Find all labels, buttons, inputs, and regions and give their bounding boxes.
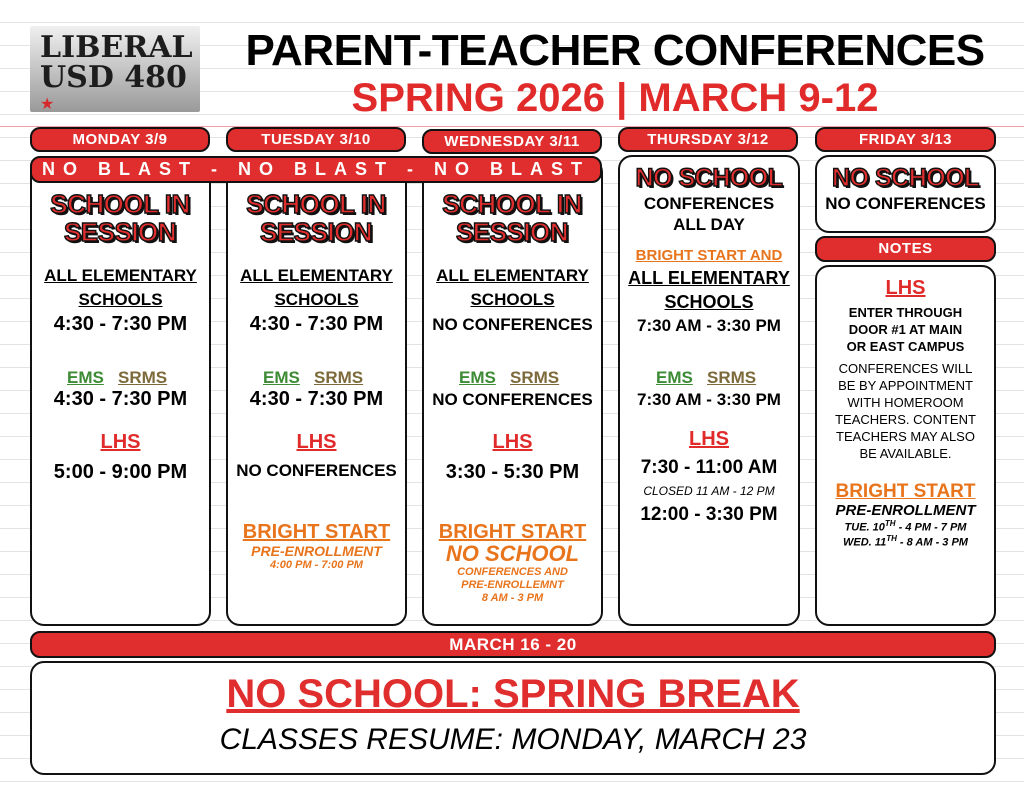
notes-enter-line2: DOOR #1 AT MAIN — [848, 322, 963, 337]
logo-line-2: USD 480 — [40, 60, 187, 95]
wednesday-elem-time: NO CONFERENCES — [432, 315, 593, 334]
thursday-srms: SRMS — [707, 368, 757, 387]
notes-lhs: LHS — [885, 277, 926, 299]
monday-lhs: LHS — [100, 431, 141, 453]
wednesday-status: SCHOOL IN SESSION — [442, 189, 582, 247]
tuesday-lhs-time: NO CONFERENCES — [236, 461, 397, 480]
notes-appt-line5: TEACHERS MAY ALSO — [836, 429, 975, 444]
tuesday-mid-time: 4:30 - 7:30 PM — [249, 388, 384, 410]
monday-status: SCHOOL IN SESSION — [50, 189, 190, 247]
notes-appt-line4: TEACHERS. CONTENT — [835, 412, 976, 427]
monday-elem-line1: ALL ELEMENTARY — [44, 266, 197, 285]
monday-mid-time: 4:30 - 7:30 PM — [53, 388, 188, 410]
thursday-elem-line1: ALL ELEMENTARY — [628, 268, 790, 288]
logo-line-1: LIBERAL — [40, 30, 193, 65]
day-header-tuesday: TUESDAY 3/10 — [226, 127, 406, 152]
tuesday-elem-time: 4:30 - 7:30 PM — [249, 313, 384, 335]
no-blast-banner: NO BLAST - NO BLAST - NO BLAST — [30, 156, 602, 183]
thursday-ems: EMS — [656, 368, 693, 387]
wednesday-elem-line2: SCHOOLS — [470, 290, 555, 309]
tuesday-pre-enrollment: PRE-ENROLLMENT — [251, 543, 382, 559]
wednesday-mid-time: NO CONFERENCES — [432, 390, 593, 409]
notes-appt-line1: CONFERENCES WILL — [838, 361, 973, 376]
wednesday-bright-start: BRIGHT START — [438, 521, 587, 543]
thursday-closed: CLOSED 11 AM - 12 PM — [643, 484, 775, 498]
tuesday-srms: SRMS — [314, 368, 364, 387]
thursday-status: NO SCHOOL — [635, 164, 783, 192]
friday-conf: NO CONFERENCES — [825, 194, 986, 213]
notes-bright-start: BRIGHT START — [835, 481, 976, 502]
tuesday-elem-line2: SCHOOLS — [274, 290, 359, 309]
tuesday-pre-time: 4:00 PM - 7:00 PM — [270, 559, 363, 571]
thursday-elem-line2: SCHOOLS — [664, 292, 754, 312]
wednesday-note-time: 8 AM - 3 PM — [481, 592, 544, 604]
monday-lhs-time: 5:00 - 9:00 PM — [53, 461, 188, 483]
wednesday-no-school: NO SCHOOL — [445, 541, 580, 566]
spring-break-header: MARCH 16 - 20 — [30, 631, 996, 658]
thursday-lhs: LHS — [689, 428, 729, 450]
notes-tuesday-time: TUE. 10TH - 4 PM - 7 PM — [844, 519, 967, 534]
notes-appt-line2: BE BY APPOINTMENT — [838, 378, 973, 393]
wednesday-elem-line1: ALL ELEMENTARY — [436, 266, 589, 285]
thursday-bright-start: BRIGHT START AND — [635, 247, 783, 264]
notes-wednesday-time: WED. 11TH - 8 AM - 3 PM — [843, 534, 968, 549]
tuesday-ems: EMS — [263, 368, 300, 387]
wednesday-lhs: LHS — [492, 431, 533, 453]
notes-enter-line1: ENTER THROUGH — [848, 305, 963, 320]
page-subtitle: SPRING 2026 | MARCH 9-12 — [351, 76, 879, 120]
monday-srms: SRMS — [118, 368, 168, 387]
tuesday-elem-line1: ALL ELEMENTARY — [240, 266, 393, 285]
classes-resume: CLASSES RESUME: MONDAY, MARCH 23 — [219, 723, 807, 756]
wednesday-ems: EMS — [459, 368, 496, 387]
thursday-mid-time: 7:30 AM - 3:30 PM — [637, 390, 781, 409]
wednesday-srms: SRMS — [510, 368, 560, 387]
day-header-wednesday: WEDNESDAY 3/11 — [422, 129, 602, 154]
monday-ems: EMS — [67, 368, 104, 387]
notes-header: NOTES — [815, 236, 996, 262]
page-title: PARENT-TEACHER CONFERENCES — [245, 26, 985, 75]
monday-elem-line2: SCHOOLS — [78, 290, 163, 309]
notes-appt-line3: WITH HOMEROOM — [847, 395, 964, 410]
wednesday-lhs-time: 3:30 - 5:30 PM — [445, 461, 580, 483]
spring-break-title: NO SCHOOL: SPRING BREAK — [226, 672, 800, 716]
notes-enter-line3: OR EAST CAMPUS — [846, 339, 965, 354]
wednesday-note-line1: CONFERENCES AND — [457, 566, 568, 578]
star-icon: ★ — [40, 96, 55, 113]
thursday-conf-line2: ALL DAY — [673, 215, 745, 234]
day-header-friday: FRIDAY 3/13 — [815, 127, 996, 152]
tuesday-lhs: LHS — [296, 431, 337, 453]
tuesday-bright-start: BRIGHT START — [242, 521, 391, 543]
notes-appt-line6: BE AVAILABLE. — [859, 446, 952, 461]
tuesday-status: SCHOOL IN SESSION — [246, 189, 386, 247]
friday-status: NO SCHOOL — [832, 164, 979, 192]
thursday-conf-line1: CONFERENCES — [643, 194, 775, 213]
thursday-lhs-time2: 12:00 - 3:30 PM — [640, 504, 778, 525]
thursday-elem-time: 7:30 AM - 3:30 PM — [637, 316, 781, 335]
monday-elem-time: 4:30 - 7:30 PM — [53, 313, 188, 335]
thursday-lhs-time1: 7:30 - 11:00 AM — [640, 457, 778, 478]
wednesday-note-line2: PRE-ENROLLEMNT — [461, 579, 564, 591]
day-header-thursday: THURSDAY 3/12 — [618, 127, 798, 152]
notes-pre-enrollment: PRE-ENROLLMENT — [835, 502, 976, 519]
day-header-monday: MONDAY 3/9 — [30, 127, 210, 152]
